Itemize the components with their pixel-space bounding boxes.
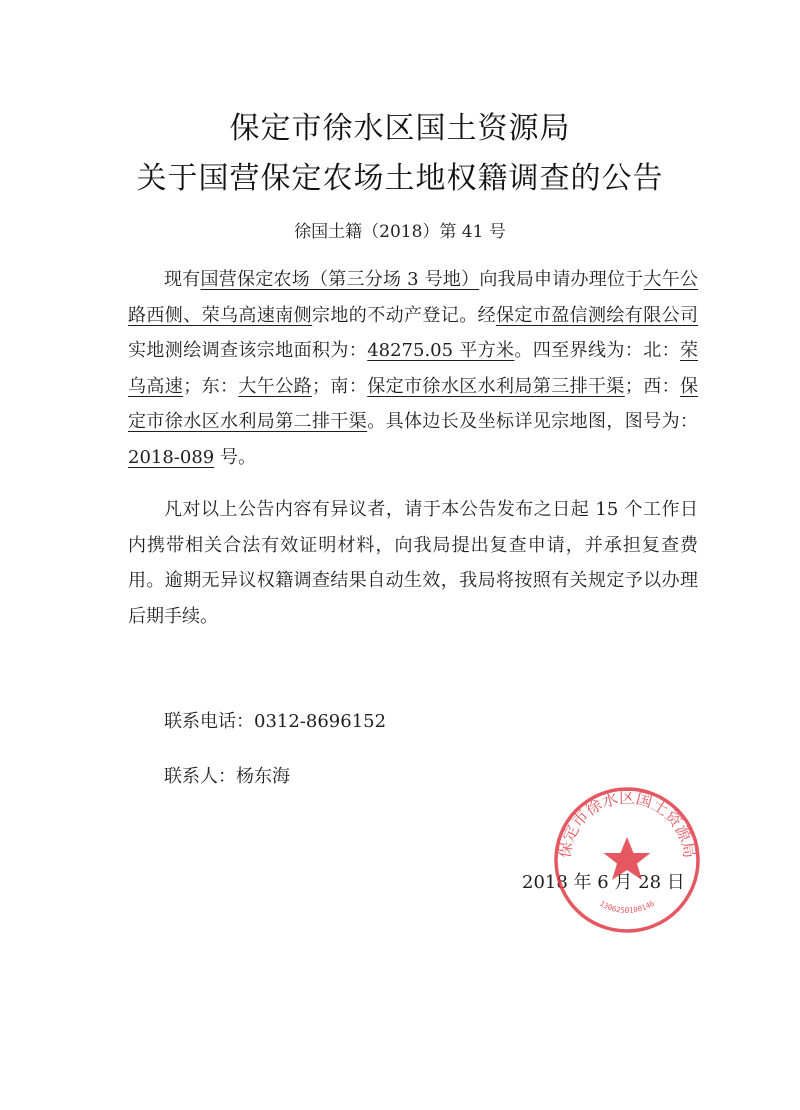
text-segment: 号。 [214,446,256,468]
issue-date: 2018 年 6 月 28 日 [522,872,685,893]
land-area: 48275.05 平方米 [367,340,515,361]
text-segment: ；西： [624,375,681,397]
text-segment: 实地测绘调查该宗地面积为： [128,340,368,361]
paragraph-objection-notice: 凡对以上公告内容有异议者，请于本公告发布之日起 15 个工作日内携带相关合法有效证明材料，向我局提出复查申请，并承担复查费用。逾期无异议权籍调查结果自动生效，我局将按照有关规定予以办理后期手续。 [128,499,698,627]
boundary-south: 保定市徐水区水利局第三排干渠 [367,375,625,397]
contact-person: 联系人：杨东海 [164,766,290,787]
seal-code: 1306250100146 [598,898,656,915]
title-line-2: 关于国营保定农场土地权籍调查的公告 [136,161,664,196]
document-number: 徐国土籍（2018）第 41 号 [294,222,506,242]
land-location: 大午公路西侧、荣乌高速南侧 [128,269,699,326]
boundary-east: 大午公路 [238,375,313,397]
map-number: 2018-089 [128,446,215,468]
seal-text: 保定市徐水区国土资源局 [554,788,700,860]
title-line-1: 保定市徐水区国土资源局 [229,111,571,146]
seal-star-icon [604,837,651,880]
contact-phone: 联系电话：0312-8696152 [164,711,387,732]
text-segment: 宗地的不动产登记。经 [312,304,496,326]
text-segment: 。四至界线为：北： [514,340,681,361]
paragraph-land-details [128,262,698,475]
official-seal [552,785,702,935]
text-segment: 向我局申请办理位于 [479,269,644,290]
text-segment: ；南： [312,375,368,397]
text-segment: 现有 [164,269,201,290]
announcement-body [128,262,698,634]
boundary-north: 荣乌高速 [128,340,699,397]
text-segment: 。具体边长及坐标详见宗地图，图号为： [367,411,699,432]
applicant-name: 国营保定农场（第三分场 3 号地） [200,269,480,290]
text-segment: ；东： [183,375,239,397]
surveyor-name: 保定市盈信测绘有限公司 [496,304,698,326]
boundary-west: 保定市徐水区水利局第二排干渠 [128,375,699,432]
